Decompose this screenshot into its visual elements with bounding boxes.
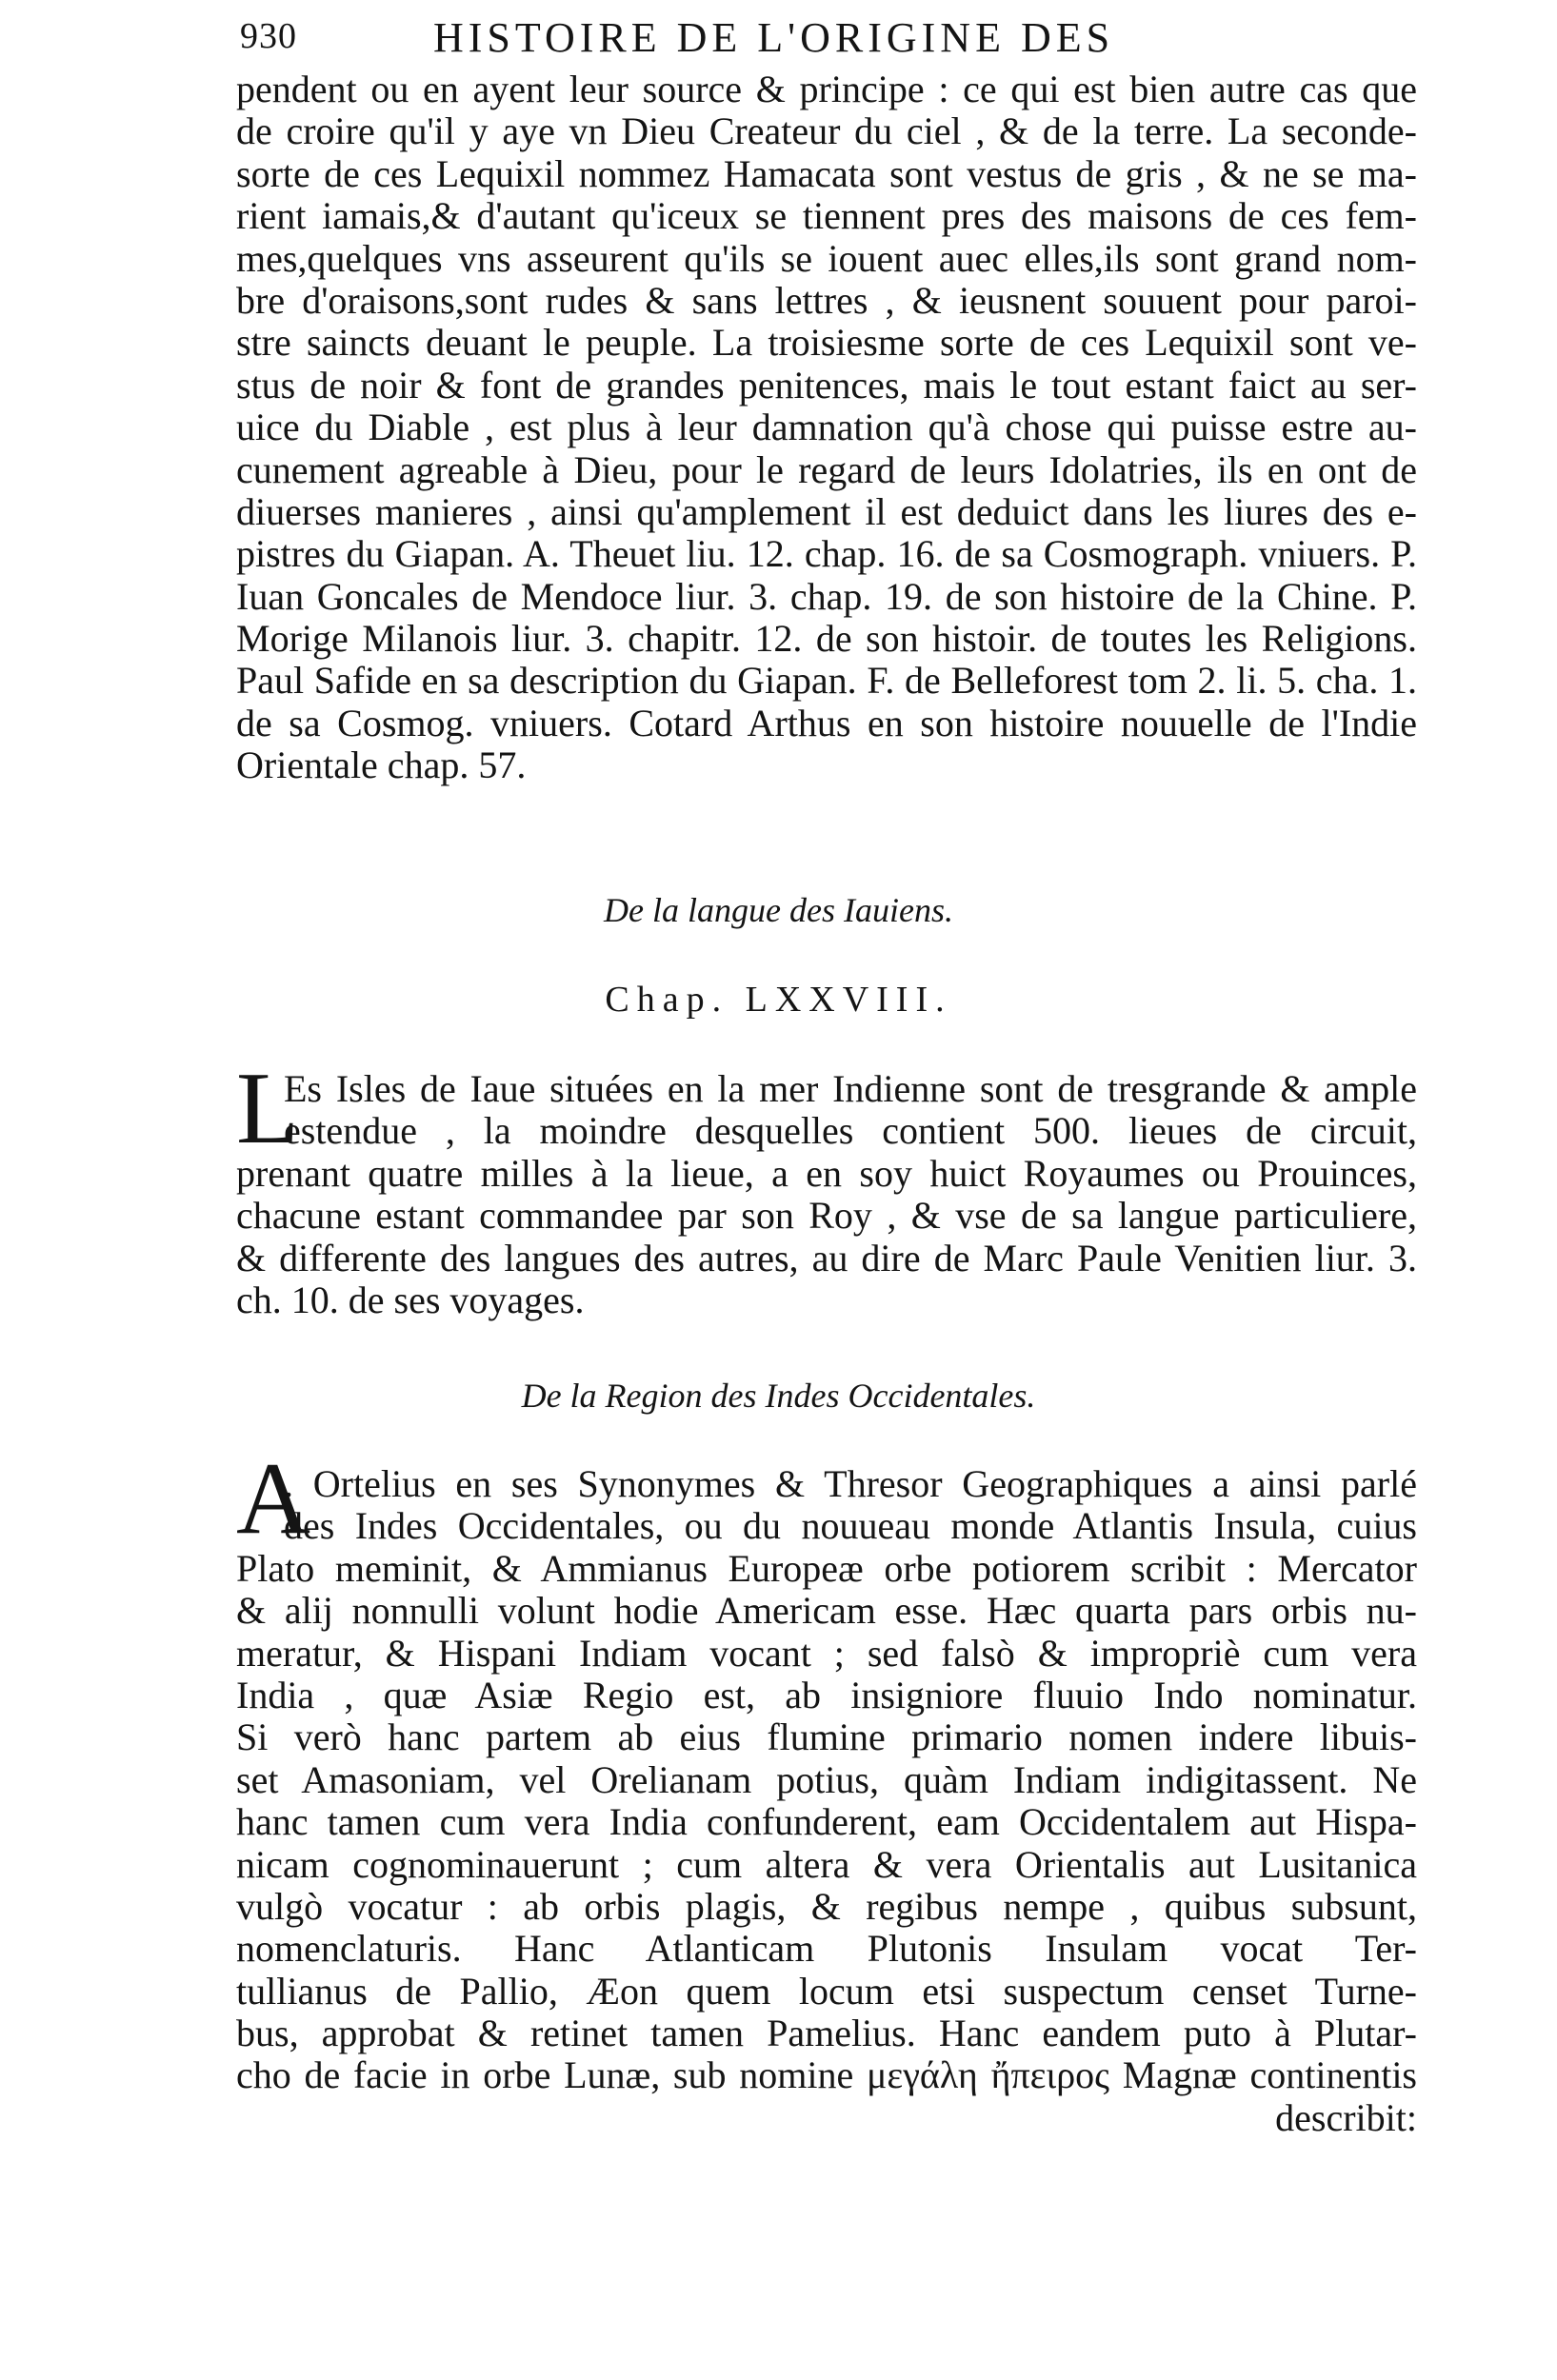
text-line: bus, approbat & retinet tamen Pamelius. Hanc eandem puto à Plutar- [236, 2012, 1417, 2055]
text-line: tullianus de Pallio, Æon quem locum etsi suspectum censet Turne- [236, 1969, 1417, 2013]
text-line: uice du Diable , est plus à leur damnation qu'à chose qui puisse estre au- [236, 406, 1417, 449]
text-line: sorte de ces Lequixil nommez Hamacata sont vestus de gris , & ne se ma- [236, 151, 1417, 195]
text-line: des Indes Occidentales, ou du nouueau monde Atlantis Insula, cuius [284, 1504, 1417, 1548]
iauiens-paragraph [236, 1068, 1417, 1321]
section-heading-indes: De la Region des Indes Occidentales. [521, 1377, 1036, 1415]
text-line: nomenclaturis. Hanc Atlanticam Plutonis Insulam vocat Ter- [236, 1927, 1417, 1971]
text-line: hanc tamen cum vera India confunderent, eam Occidentalem aut Hispa- [236, 1800, 1417, 1844]
text-line: meratur, & Hispani Indiam vocant ; sed falsò & impropriè cum vera [236, 1631, 1417, 1675]
text-line: ch. 10. de ses voyages. [236, 1278, 585, 1321]
text-line: stre saincts deuant le peuple. La troisiesme sorte de ces Lequixil sont ve- [236, 321, 1417, 365]
running-title: HISTOIRE DE L'ORIGINE DES [433, 14, 1115, 61]
drop-cap-a: A [236, 1442, 310, 1556]
drop-cap-l: L [236, 1052, 299, 1165]
text-line: vulgò vocatur : ab orbis plagis, & regibus nempe , quibus subsunt, [236, 1884, 1417, 1928]
text-line: . Ortelius en ses Synonymes & Thresor Geographiques a ainsi parlé [284, 1462, 1417, 1505]
text-line: pendent ou en ayent leur source & principe : ce qui est bien autre cas que [236, 68, 1417, 110]
text-line: Morige Milanois liur. 3. chapitr. 12. de son histoir. de toutes les Religions. [236, 617, 1417, 661]
text-line: cunement agreable à Dieu, pour le regard de leurs Idolatries, ils en ont de [236, 447, 1417, 491]
page-header [0, 8, 1557, 65]
text-line: nicam cognominauerunt ; cum altera & vera Orientalis aut Lusitanica [236, 1842, 1417, 1886]
page-number: 930 [240, 16, 297, 56]
text-line: chacune estant commandee par son Roy , & vse de sa langue particuliere, [236, 1194, 1417, 1238]
text-line: diuerses manieres , ainsi qu'amplement il est deduict dans les liures des e- [236, 489, 1417, 533]
chapter-title: Chap. LXXVIII. [605, 980, 952, 1020]
text-line: & differente des langues des autres, au dire de Marc Paule Venitien liur. 3. [236, 1236, 1417, 1279]
continuation-paragraph [236, 69, 1417, 787]
text-line: Paul Safide en sa description du Giapan. F. de Belleforest tom 2. li. 5. cha. 1. [236, 659, 1417, 703]
text-line: rient iamais,& d'autant qu'iceux se tiennent pres des maisons de ces fem- [236, 194, 1417, 238]
text-line: bre d'oraisons,sont rudes & sans lettres , & ieusnent souuent pour paroi- [236, 278, 1417, 322]
text-line: India , quæ Asiæ Regio est, ab insigniore fluuio Indo nominatur. [236, 1673, 1417, 1716]
text-line: mes,quelques vns asseurent qu'ils se iouent auec elles,ils sont grand nom- [236, 236, 1417, 280]
text-line: Plato meminit, & Ammianus Europeæ orbe potiorem scribit : Mercator [236, 1546, 1417, 1590]
text-line: describit: [1275, 2095, 1417, 2139]
text-line: cho de facie in orbe Lunæ, sub nomine μεγάλη ἤπειρος Magnæ continentis [236, 2053, 1417, 2097]
text-line: de croire qu'il y aye vn Dieu Createur du ciel , & de la terre. La seconde- [236, 109, 1417, 153]
text-line: Es Isles de Iaue situées en la mer Indienne sont de tresgrande & ample [284, 1067, 1417, 1110]
text-line: Iuan Goncales de Mendoce liur. 3. chap. 19. de son histoire de la Chine. P. [236, 574, 1417, 618]
text-line: prenant quatre milles à la lieue, a en soy huict Royaumes ou Prouinces, [236, 1151, 1417, 1195]
text-line: stus de noir & font de grandes penitences, mais le tout estant faict au ser- [236, 363, 1417, 407]
text-line: Orientale chap. 57. [236, 744, 527, 787]
text-line: Si verò hanc partem ab eius flumine primario nomen indere libuis- [236, 1716, 1417, 1759]
text-line: & alij nonnulli volunt hodie Americam esse. Hæc quarta pars orbis nu- [236, 1589, 1417, 1633]
indes-paragraph [236, 1463, 1417, 2139]
text-line: pistres du Giapan. A. Theuet liu. 12. chap. 16. de sa Cosmograph. vniuers. P. [236, 532, 1417, 576]
text-line: set Amasoniam, vel Orelianam potius, quàm Indiam indigitassent. Ne [236, 1757, 1417, 1801]
text-line: estendue , la moindre desquelles contient 500. lieues de circuit, [284, 1109, 1417, 1153]
text-line: de sa Cosmog. vniuers. Cotard Arthus en son histoire nouuelle de l'Indie [236, 701, 1417, 744]
section-heading-iauiens: De la langue des Iauiens. [604, 891, 953, 929]
